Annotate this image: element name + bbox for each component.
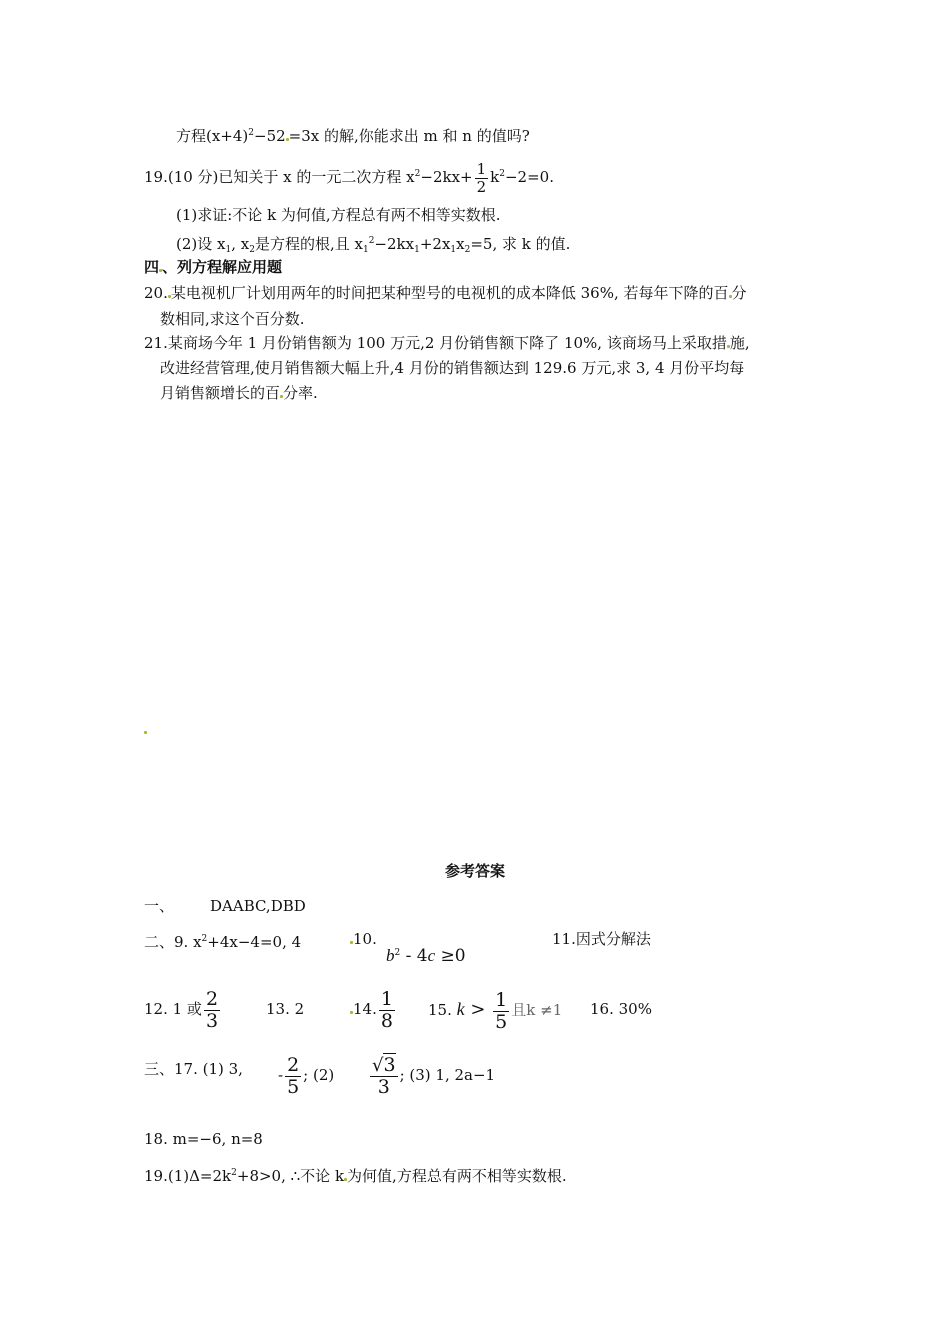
answers-title: 参考答案 — [444, 862, 505, 880]
answer-row-1: 一、 — [144, 897, 175, 915]
answer-13: 13. 2 — [266, 1000, 305, 1018]
fraction-sqrt3-over-3: $\frac{√3}{3}$ — [372, 1053, 396, 1098]
answer-row-6: $19.(1)\Delta=2k^2+8>0$, ∴不论 k 为何值,方程总有两不相等实数根. — [144, 1167, 567, 1185]
answer-row-1-value: DAABC,DBD — [210, 897, 306, 915]
q19-part1: (1)求证:不论 k 为何值,方程总有两不相等实数根. — [176, 206, 501, 224]
fraction-two-thirds: $\frac{2}{3}$ — [205, 987, 219, 1032]
fraction-two-fifths: $\frac{2}{5}$ — [287, 1053, 300, 1098]
q21-line3: 月销售额增长的百 分率. — [160, 384, 318, 402]
answer-row-2-a: 二、9. $x^2+4x-4=0$, 4 — [144, 933, 302, 951]
answer-row-2-q10: 10. — [350, 928, 377, 950]
answer-10-formula: $b^2 - 4c \ge 0$ — [386, 946, 466, 966]
q21-line2: 改进经营管理,使月销售额大幅上升,4 月份的销售额达到 129.6 万元,求 3, 4 月份平均每 — [160, 359, 745, 377]
mark-dot — [144, 731, 147, 734]
answer-row-3: 12. 1 或 $\frac{2}{3}$ — [144, 987, 219, 1032]
q19-question: 19.(10 分)已知关于 x 的一元二次方程 $x^2-2kx+$ $\frac{1}{2}$ $k^2-2=0$. — [144, 160, 554, 196]
answer-16: 16. 30% — [590, 1000, 652, 1018]
answer-17-sqrt: $\frac{√3}{3}$ ; (3) 1, 2a−1 — [372, 1053, 496, 1098]
q19-part2: (2)设 $x_1$, $x_2$是方程的根,且 $x_1^2-2kx_1+2x_1x_2=5$, 求 k 的值. — [176, 235, 571, 255]
q20-line1: 20. 某电视机厂计划用两年的时间把某种型号的电视机的成本降低 36%, 若每年下降的百 分 — [144, 284, 747, 302]
answer-17-fraction: - $\frac{2}{5}$ ; (2) — [278, 1053, 335, 1098]
answer-row-5: 18. m=−6, n=8 — [144, 1130, 263, 1148]
q20-line2: 数相同,求这个百分数. — [160, 310, 305, 328]
q18-tail-line: 方程$(x+4)^2-52 =3x$ 的解,你能求出 m 和 n 的值吗? — [176, 127, 530, 145]
q21-line1: 21.某商场今年 1 月份销售额为 100 万元,2 月份销售额下降了 10%, 该商场马上采取措 施, — [144, 334, 750, 352]
answer-row-4: 三、17. (1) 3, — [144, 1060, 243, 1078]
fraction-one-eighth: $\frac{1}{8}$ — [380, 987, 393, 1032]
stray-mark — [144, 718, 147, 740]
answer-row-2-q11: 11.因式分解法 — [552, 930, 651, 948]
fraction-one-fifth: $\frac{1}{5}$ — [495, 988, 508, 1033]
fraction-one-half: $\frac{1}{2}$ — [476, 160, 487, 196]
answer-14: 14. $\frac{1}{8}$ — [350, 984, 397, 1034]
answer-15: 15. k > $\frac{1}{5}$ 且k ≠1 — [428, 988, 563, 1033]
sqrt-icon: √ — [372, 1054, 384, 1076]
section4-heading: 四 、列方程解应用题 — [144, 258, 283, 276]
